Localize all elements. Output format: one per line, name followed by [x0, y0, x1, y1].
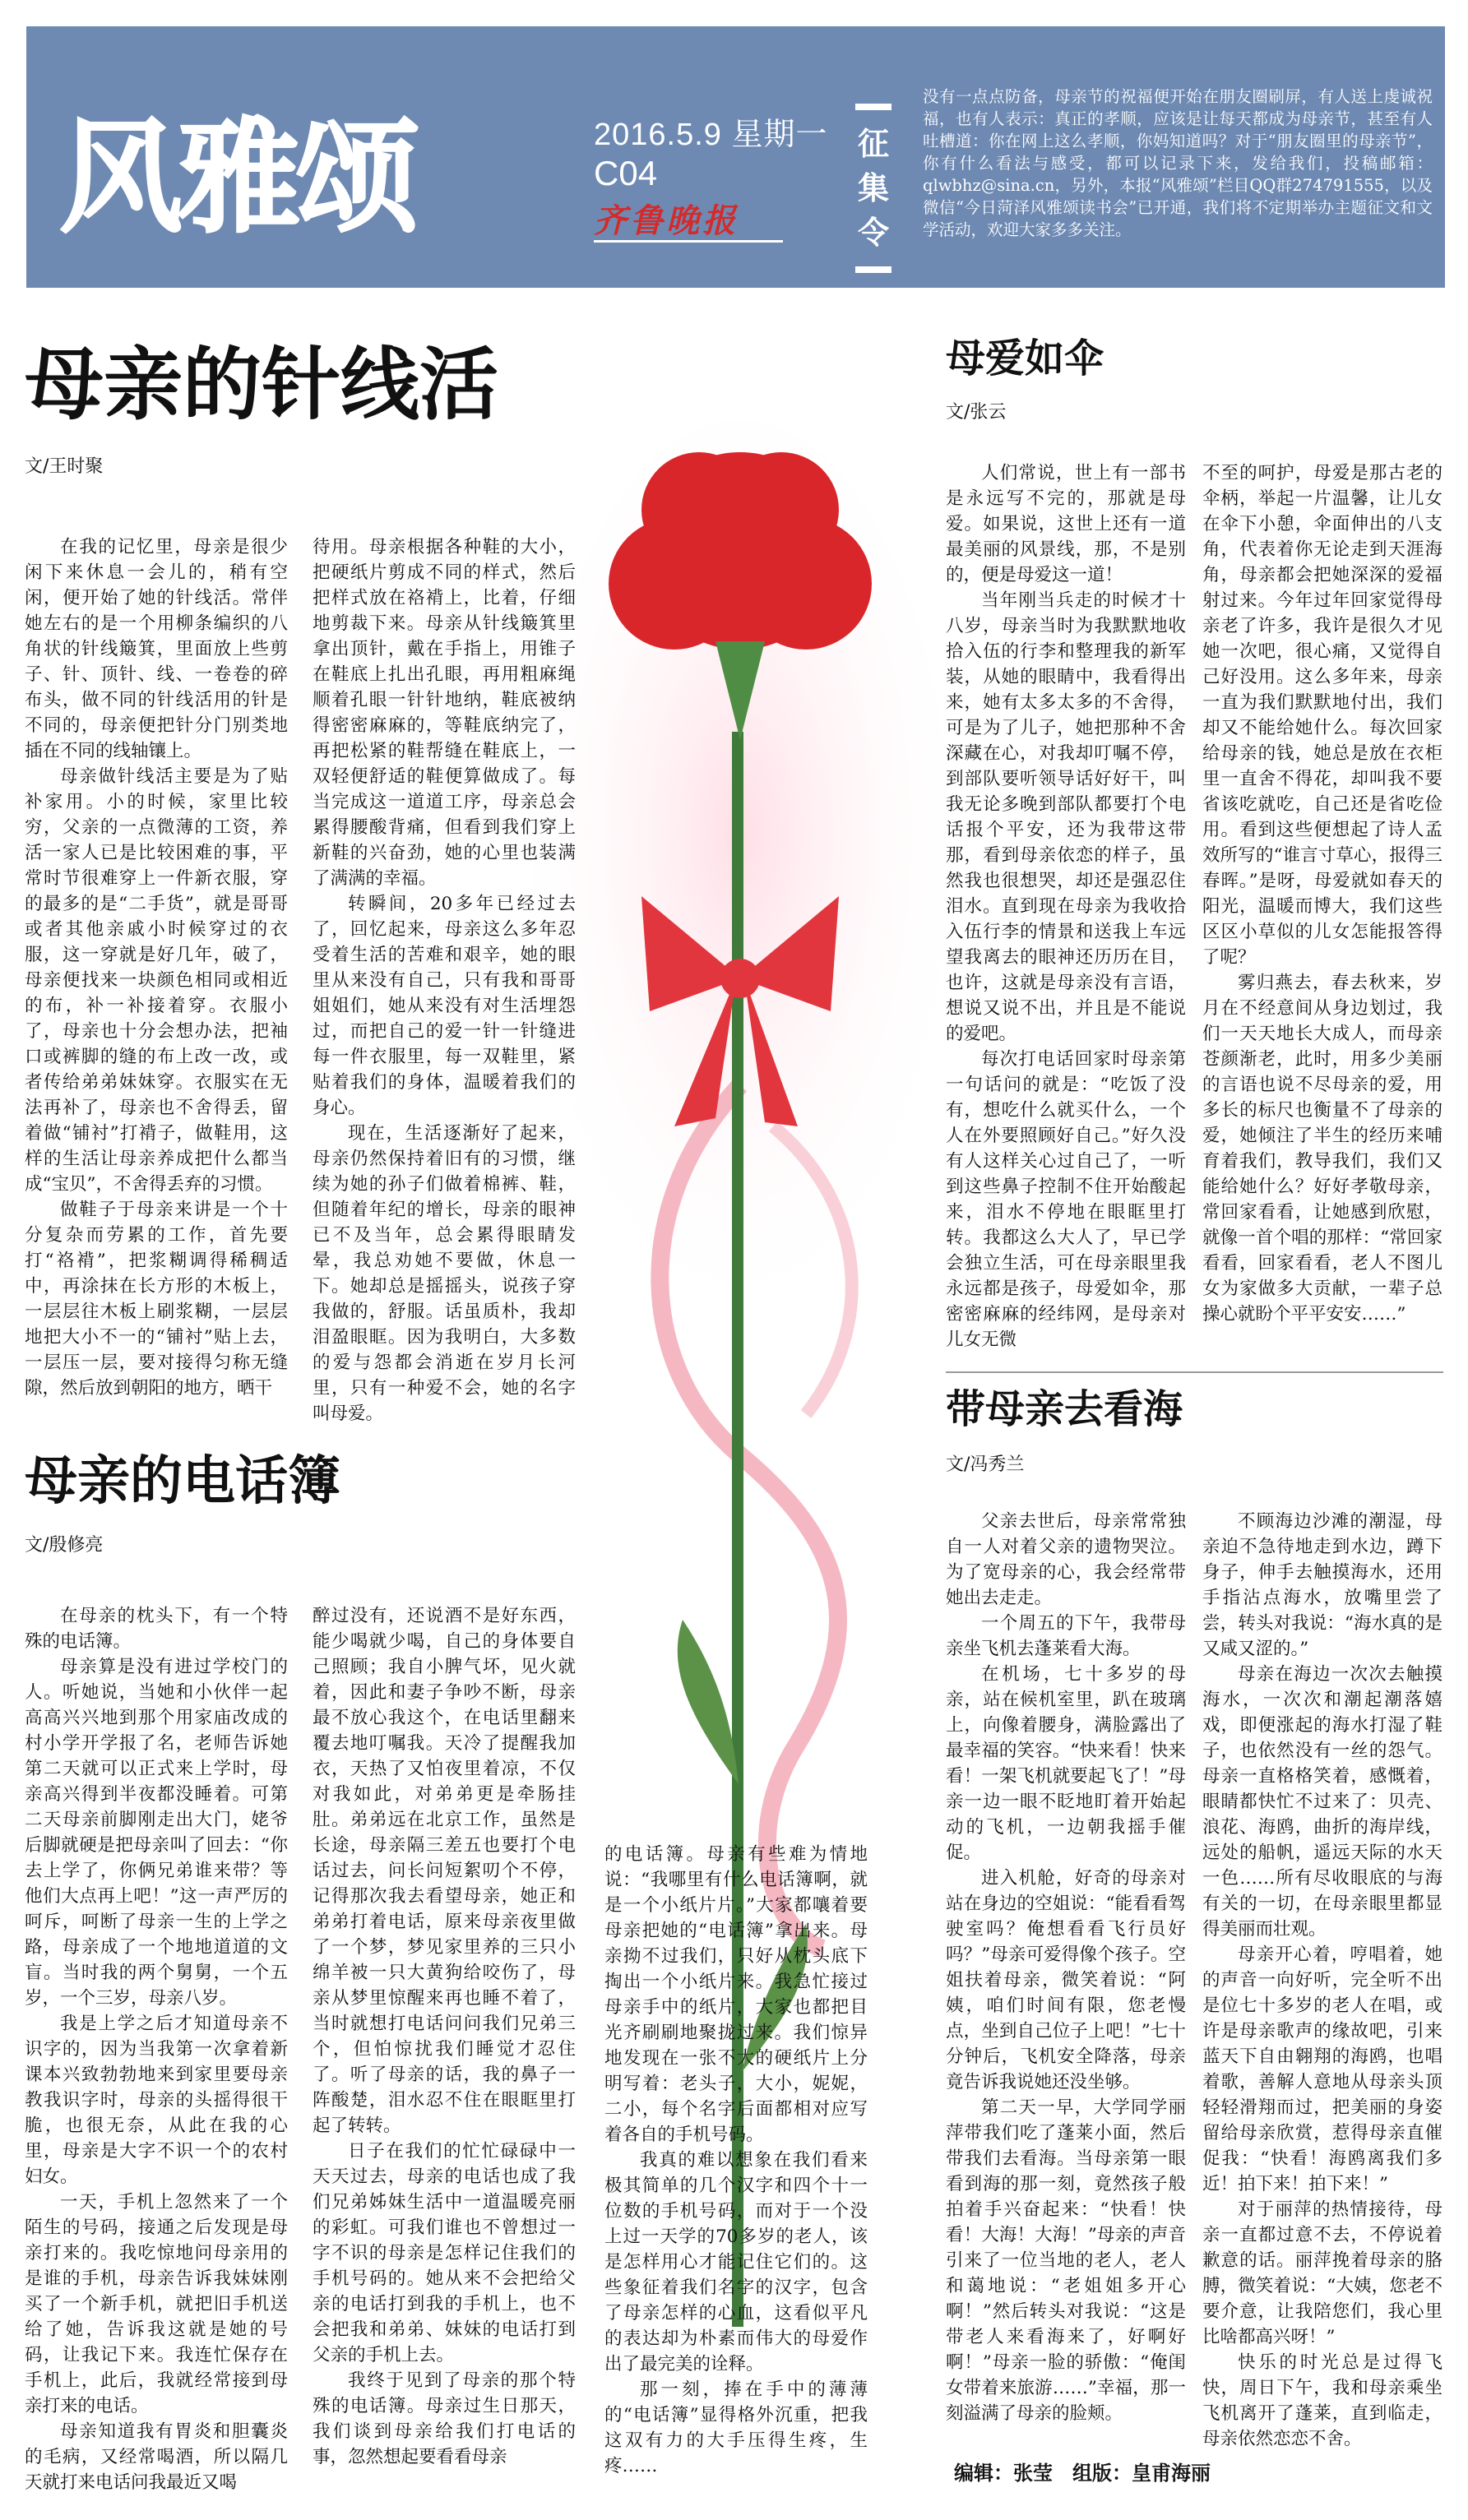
paragraph: 快乐的时光总是过得飞快，周日下午，我和母亲乘坐飞机离开了蓬莱，直到临走，母亲依然恋恋不舍。 — [1202, 2352, 1443, 2449]
paragraph: 现在，生活逐渐好了起来，母亲仍然保持着旧有的习惯，继续为她的孙子们做着棉裤、鞋，但随着年纪的增长，母亲的眼神已不及当年，总会累得眼睛发晕，我总劝她不要做，休息一下。她却总是摇摇头，说孩子穿我做的，舒服。话虽质朴，我却泪盈眼眶。因为我明白，大多数的爱与怨都会消逝在岁月长河里，只有一种爱不会，她的名字叫母爱。 — [313, 1123, 576, 1424]
paragraph: 在我的记忆里，母亲是很少闲下来休息一会儿的，稍有空闲，便开始了她的针线活。常伴她左右的是一个用柳条编织的八角状的针线簸箕，里面放上些剪子、针、顶针、线、一卷卷的碎布头，做不同的针线活用的针是不同的，母亲便把针分门别类地插在不同的线轴镶上。 — [25, 537, 288, 761]
page-number: C04 — [594, 154, 658, 192]
notice-tag — [849, 92, 898, 284]
paragraph: 对于丽萍的热情接待，母亲一直都过意不去，不停说着歉意的话。丽萍挽着母亲的胳膊，微笑着说：“大姨，您老不要介意，让我陪您们，我心里比啥都高兴呀！” — [1202, 2199, 1443, 2347]
paragraph: 雾归燕去，春去秋来，岁月在不经意间从身边划过，我们一天天地长大成人，而母亲苍颜渐老，此时，用多少美丽的言语也说不尽母亲的爱，用多长的标尺也衡量不了母亲的爱，她倾注了半生的经历来哺育着我们，教导我们，我们又能给她什么？好好孝敬母亲，常回家看看，让她感到欣慰，就像一首个唱的那样：“常回家看看，回家看看，老人不图儿女为家做多大贡献，一辈子总操心就盼个平平安安……” — [1202, 973, 1443, 1325]
masthead-rule — [594, 240, 783, 243]
notice-tag-text: 征集令 — [857, 125, 889, 251]
paragraph: 做鞋子于母亲来讲是一个十分复杂而劳累的工作，首先要打“袼褙”，把浆糊调得稀稠适中，再涂抹在长方形的木板上，一层层往木板上刷浆糊，一层层地把大小不一的“铺衬”贴上去，一层压一层，要对接得匀称无缝隙，然后放到朝阳的地方，晒干 — [25, 1200, 288, 1399]
article-author-phonebook: 文/殷修亮 — [25, 1535, 104, 1556]
paragraph: 我真的难以想象在我们看来极其简单的几个汉字和四个十一位数的手机号码，而对于一个没上过一天学的70多岁的老人，该是怎样用心才能记住它们的。这些象征着我们名字的汉字，包含了母亲怎样的心血，这看似平凡的表达却为朴素而伟大的母爱作出了最完美的诠释。 — [604, 2150, 868, 2374]
editor-credit: 编辑：张莹 组版：皇甫海丽 — [954, 2462, 1211, 2485]
paragraph: 一天，手机上忽然来了一个陌生的号码，接通之后发现是母亲打来的。我吃惊地问母亲用的是谁的手机，母亲告诉我妹妹刚买了一个新手机，就把旧手机送给了她，告诉我这就是她的号码，让我记下来。我连忙保存在手机上，此后，我就经常接到母亲打来的电话。 — [25, 2192, 288, 2416]
paragraph: 我终于见到了母亲的那个特殊的电话簿。母亲过生日那天，我们谈到母亲给我们打电话的事，忽然想起要看看母亲 — [313, 2370, 576, 2467]
article-body-needlework-col1 — [25, 534, 288, 1401]
issue-date: 2016.5.9 星期一 — [594, 118, 828, 152]
article-author-sea: 文/冯秀兰 — [946, 1454, 1025, 1475]
paragraph: 的电话簿。母亲有些难为情地说：“我哪里有什么电话簿啊，就是一个小纸片片。”大家都嚷着要母亲把她的“电话簿”拿出来。母亲拗不过我们，只好从枕头底下掏出一个小纸片来。我急忙接过母亲手中的纸片，大家也都把目光齐刷刷地聚拢过来。我们惊异地发现在一张不大的硬纸片上分明写着：老头子，大小，妮妮，二小，每个名字后面都相对应写着各自的手机号码。 — [604, 1844, 868, 2145]
article-title-phonebook: 母亲的电话簿 — [25, 1451, 340, 1512]
masthead — [26, 26, 1445, 288]
section-divider — [946, 1371, 1443, 1373]
paragraph: 那一刻，捧在手中的薄薄的“电话簿”显得格外沉重，把我这双有力的大手压得生疼，生疼…… — [604, 2379, 868, 2476]
article-body-umbrella-col2 — [1202, 460, 1443, 1327]
article-author-umbrella: 文/张云 — [946, 402, 1007, 423]
article-body-sea-col1 — [946, 1509, 1186, 2426]
notice-tag-bar — [855, 266, 891, 273]
paragraph: 一个周五的下午，我带母亲坐飞机去蓬莱看大海。 — [946, 1613, 1186, 1659]
article-title-umbrella: 母爱如伞 — [946, 335, 1104, 381]
article-body-sea-col2 — [1202, 1509, 1443, 2452]
flower-leaf — [678, 1620, 739, 1784]
paragraph: 母亲开心着，哼唱着，她的声音一向好听，完全听不出是位七十多岁的老人在唱，或许是母亲歌声的缘故吧，引来蓝天下自由翱翔的海鸥，也唱着歌，善解人意地从母亲头顶轻轻滑翔而过，把美丽的身姿留给母亲欣赏，惹得母亲直催促我：“快看！海鸥离我们多近！拍下来！拍下来！” — [1202, 1944, 1443, 2194]
newspaper-name: 齐鲁晚报 — [594, 201, 739, 240]
paragraph: 不至的呵护，母爱是那古老的伞柄，举起一片温馨，让儿女在伞下小憩，伞面伸出的八支角，代表着你无论走到天涯海角，母亲都会把她深深的爱福射过来。今年过年回家觉得母亲老了许多，我许是很久才见她一次吧，很心痛，又觉得自己好没用。这么多年来，母亲一直为我们默默地付出，我们却又不能给她什么。每次回家给母亲的钱，她总是放在衣柜里一直舍不得花，却叫我不要省该吃就吃，自己还是省吃俭用。看到这些便想起了诗人孟效所写的“谁言寸草心，报得三春晖。”是呀，母爱就如春天的阳光，温暖而博大，我们这些区区小草似的儿女怎能报答得了呢？ — [1202, 463, 1443, 968]
paragraph: 母亲知道我有胃炎和胆囊炎的毛病，又经常喝酒，所以隔几天就打来电话问我最近又喝 — [25, 2421, 288, 2493]
paragraph: 醉过没有，还说酒不是好东西，能少喝就少喝，自己的身体要自己照顾；我自小脾气坏，见火就着，因此和妻子争吵不断，母亲最不放心我这个，在电话里翻来覆去地叮嘱我。天冷了提醒我加衣，天热了又怕夜里着凉，不仅对我如此，对弟弟更是牵肠挂肚。弟弟远在北京工作，虽然是长途，母亲隔三差五也要打个电话过去，问长问短絮叨个不停，记得那次我去看望母亲，她正和弟弟打着电话，原来母亲夜里做了一个梦，梦见家里养的三只小绵羊被一只大黄狗给咬伤了，母亲从梦里惊醒来再也睡不着了，当时就想打电话问问我们兄弟三个，但怕惊扰我们睡觉才忍住了。听了母亲的话，我的鼻子一阵酸楚，泪水忍不住在眼眶里打起了转转。 — [313, 1606, 576, 2136]
paragraph: 母亲在海边一次次去触摸海水，一次次和潮起潮落嬉戏，即便涨起的海水打湿了鞋子，也依然没有一丝的怨气。母亲一直格格笑着，感慨着，眼睛都快忙不过来了：贝壳、浪花、海鸥，曲折的海岸线，远处的船帆，遥远天际的水天一色……所有尽收眼底的与海有关的一切，在母亲眼里都显得美丽而壮观。 — [1202, 1664, 1443, 1940]
article-body-umbrella-col1 — [946, 460, 1186, 1352]
paragraph: 我是上学之后才知道母亲不识字的，因为当我第一次拿着新课本兴致勃勃地来到家里要母亲教我识字时，母亲的头摇得很干脆，也很无奈，从此在我的心里，母亲是大字不识一个的农村妇女。 — [25, 2014, 288, 2187]
article-body-phonebook-col3 — [604, 1842, 868, 2479]
notice-text: 没有一点点防备，母亲节的祝福便开始在朋友圈刷屏，有人送上虔诚祝福，也有人表示：真正的孝顺，应该是让每天都成为母亲节，甚至有人吐槽道：你在网上这么孝顺，你妈知道吗？对于“朋友圈里的母亲节”，你有什么看法与感受，都可以记录下来，发给我们，投稿邮箱：qlwbhz@sina.cn，另外，本报“风雅颂”栏目QQ群274791555，以及微信“今日菏泽风雅颂读书会”已开通，我们将不定期举办主题征文和文学活动，欢迎大家多多关注。 — [923, 87, 1433, 239]
paragraph: 当年刚当兵走的时候才十八岁，母亲当时为我默默地收拾入伍的行李和整理我的新军装，从她的眼睛中，我看得出来，她有太多太多的不舍得，可是为了儿子，她把那种不舍深藏在心，对我却叮嘱不停，到部队要听领导话好好干，叫我无论多晚到部队都要打个电话报个平安，还为我带这带那，看到母亲依恋的样子，虽然我也很想哭，却还是强忍住泪水。直到现在母亲为我收拾入伍行李的情景和送我上车远望我离去的眼神还历历在目，也许，这就是母亲没有言语，想说又说不出，并且是不能说的爱吧。 — [946, 590, 1186, 1044]
paragraph: 日子在我们的忙忙碌碌中一天天过去，母亲的电话也成了我们兄弟姊妹生活中一道温暖亮丽的彩虹。可我们谁也不曾想过一字不识的母亲是怎样记住我们的手机号码的。她从来不会把给父亲的电话打到我的手机上，也不会把我和弟弟、妹妹的电话打到父亲的手机上去。 — [313, 2141, 576, 2365]
paragraph: 进入机舱，好奇的母亲对站在身边的空姐说：“能看看驾驶室吗？俺想看看飞行员好吗？”母亲可爱得像个孩子。空姐扶着母亲，微笑着说：“阿姨，咱们时间有限，您老慢点，坐到自己位子上吧！”七十分钟后，飞机安全降落，母亲竟告诉我说她还没坐够。 — [946, 1868, 1186, 2092]
paragraph: 人们常说，世上有一部书是永远写不完的，那就是母爱。如果说，这世上还有一道最美丽的风景线，那，不是别的，便是母爱这一道！ — [946, 463, 1186, 585]
article-title-sea: 带母亲去看海 — [946, 1386, 1183, 1432]
paragraph: 母亲算是没有进过学校门的人。听她说，当她和小伙伴一起高高兴兴地到那个用家庙改成的村小学开学报了名，老师告诉她第二天就可以正式来上学时，母亲高兴得到半夜都没睡着。可第二天母亲前脚刚走出大门，姥爷后脚就硬是把母亲叫了回去：“你去上学了，你俩兄弟谁来带？等他们大点再上吧！”这一声严厉的呵斥，呵断了母亲一生的上学之路，母亲成了一个地地道道的文盲。当时我的两个舅舅，一个五岁，一个三岁，母亲八岁。 — [25, 1657, 288, 2009]
paragraph: 第二天一早，大学同学丽萍带我们吃了蓬莱小面，然后带我们去看海。当母亲第一眼看到海的那一刻，竟然孩子般拍着手兴奋起来：“快看！快看！大海！大海！”母亲的声音引来了一位当地的老人，老人和蔼地说：“老姐姐多开心啊！”然后转头对我说：“这是带老人来看海来了，好啊好啊！”母亲一脸的骄傲：“俺闺女带着来旅游……”幸福，那一刻溢满了母亲的脸颊。 — [946, 2097, 1186, 2424]
article-author-needlework: 文/王时聚 — [25, 456, 104, 477]
column-logo: 风雅颂 — [59, 107, 415, 250]
paragraph: 在母亲的枕头下，有一个特殊的电话簿。 — [25, 1606, 288, 1652]
paragraph: 转瞬间，20多年已经过去了，回忆起来，母亲这么多年忍受着生活的苦难和艰辛，她的眼里从来没有自己，只有我和哥哥姐姐们，她从来没有对生活埋怨过，而把自己的爱一针一针缝进每一件衣服里，每一双鞋里，紧贴着我们的身体，温暖着我们的身心。 — [313, 894, 576, 1118]
article-title-needlework: 母亲的针线活 — [25, 339, 498, 431]
paragraph: 父亲去世后，母亲常常独自一人对着父亲的遗物哭泣。为了宽母亲的心，我会经常带她出去走走。 — [946, 1511, 1186, 1608]
paragraph: 待用。母亲根据各种鞋的大小，把硬纸片剪成不同的样式，然后把样式放在袼褙上，比着，仔细地剪裁下来。母亲从针线簸箕里拿出顶针，戴在手指上，用锥子在鞋底上扎出孔眼，再用粗麻绳顺着孔眼一针针地纳，鞋底被纳得密密麻麻的，等鞋底纳完了，再把松紧的鞋帮缝在鞋底上，一双轻便舒适的鞋便算做成了。每当完成这一道道工序，母亲总会累得腰酸背痛，但看到我们穿上新鞋的兴奋劲，她的心里也装满了满满的幸福。 — [313, 537, 576, 889]
article-body-phonebook-col1 — [25, 1603, 288, 2495]
paragraph: 母亲做针线活主要是为了贴补家用。小的时候，家里比较穷，父亲的一点微薄的工资，养活一家人已是比较困难的事，平常时节很难穿上一件新衣服，穿的最多的是“二手货”，就是哥哥或者其他亲戚小时候穿过的衣服，这一穿就是好几年，破了，母亲便找来一块颜色相同或相近的布，补一补接着穿。衣服小了，母亲也十分会想办法，把袖口或裤脚的缝的布上改一改，或者传给弟弟妹妹穿。衣服实在无法再补了，母亲也不舍得丢，留着做“铺衬”打褙子，做鞋用，这样的生活让母亲养成把什么都当成“宝贝”，不舍得丢弃的习惯。 — [25, 766, 288, 1195]
paragraph: 在机场，七十多岁的母亲，站在候机室里，趴在玻璃上，向像着腰身，满脸露出了最幸福的笑容。“快来看！快来看！一架飞机就要起飞了！”母亲一边一眼不眨地盯着开始起动的飞机，一边朝我摇手催促。 — [946, 1664, 1186, 1863]
paragraph: 不顾海边沙滩的潮湿，母亲迫不急待地走到水边，蹲下身子，伸手去触摸海水，还用手指沾点海水，放嘴里尝了尝，转头对我说：“海水真的是又咸又涩的。” — [1202, 1511, 1443, 1659]
article-body-phonebook-col2 — [313, 1603, 576, 2470]
notice-tag-bar — [855, 104, 891, 110]
paragraph: 每次打电话回家时母亲第一句话问的就是：“吃饭了没有，想吃什么就买什么，一个人在外要照顾好自己。”好久没有人这样关心过自己了，一听到这些鼻子控制不住开始酸起来，泪水不停地在眼眶里打转。我都这么大人了，早已学会独立生活，可在母亲眼里我永远都是孩子，母爱如伞，那密密麻麻的经纬网，是母亲对儿女无微 — [946, 1049, 1186, 1350]
article-body-needlework-col2 — [313, 534, 576, 1426]
